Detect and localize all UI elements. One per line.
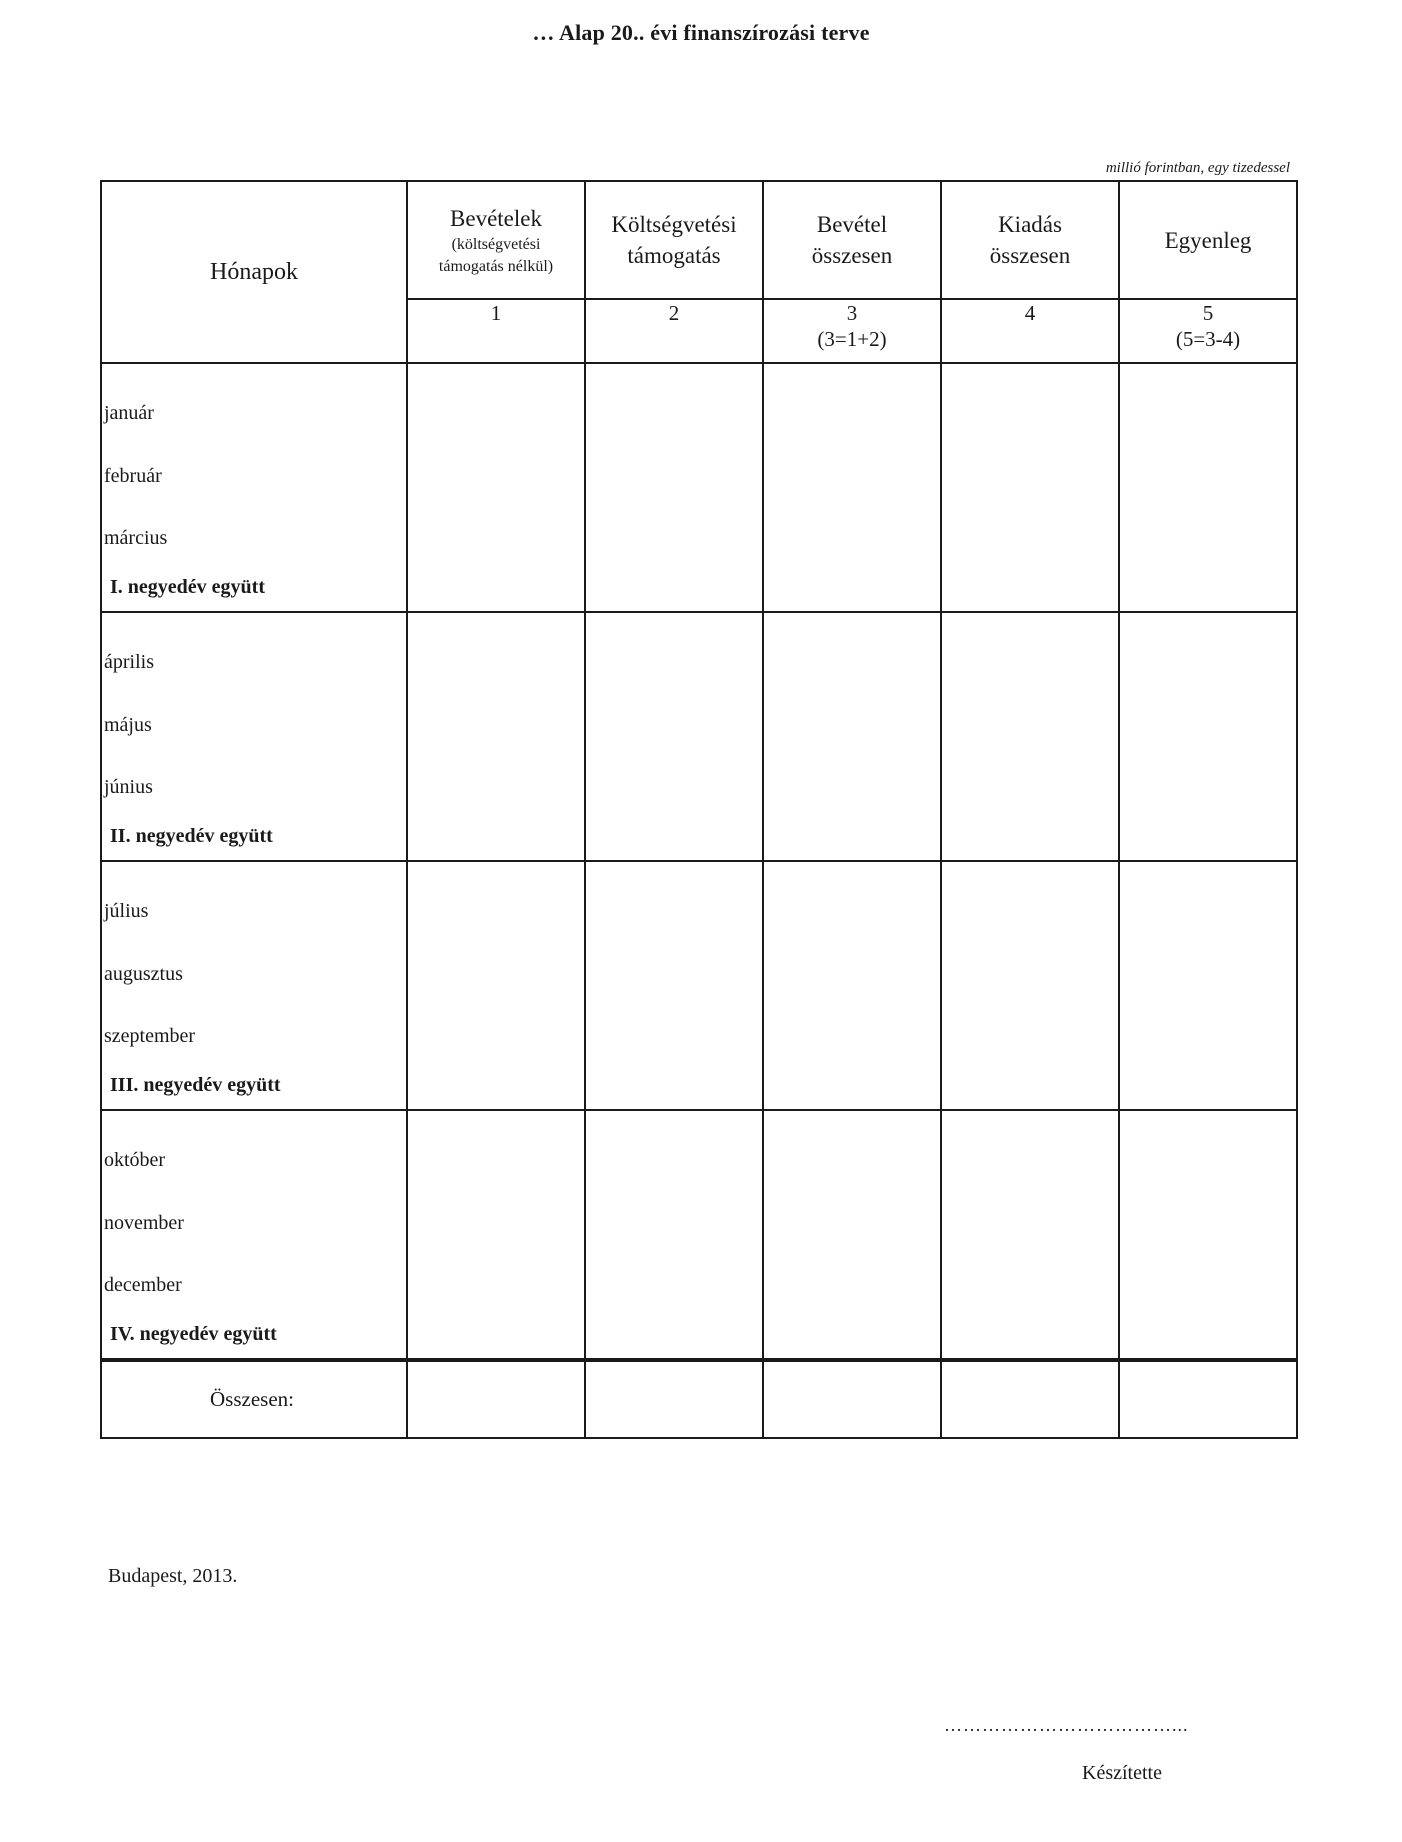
quarter-2-labels <box>101 612 407 861</box>
data-cell[interactable] <box>763 1360 941 1438</box>
grand-total-label: Összesen: <box>101 1360 407 1438</box>
month-label: április <box>104 651 154 673</box>
data-cell[interactable] <box>407 1360 585 1438</box>
column-number: 3 <box>846 301 858 325</box>
month-label: augusztus <box>104 962 183 985</box>
unit-note: millió forintban, egy tizedessel <box>1105 160 1290 176</box>
month-label: július <box>104 900 149 922</box>
month-label: január <box>104 402 154 424</box>
quarter-2-block <box>101 612 1297 861</box>
quarter-total-label: III. negyedév együtt <box>110 1073 281 1096</box>
column-title: Bevételek <box>450 205 542 231</box>
data-cell[interactable] <box>1119 1110 1297 1360</box>
data-cell[interactable] <box>407 861 585 1110</box>
column-number-1 <box>407 299 585 363</box>
table-header-row <box>101 181 1297 299</box>
data-cell[interactable] <box>407 363 585 612</box>
quarter-total-label: IV. negyedév együtt <box>110 1322 277 1345</box>
data-cell[interactable] <box>407 612 585 861</box>
document-title: … Alap 20.. évi finanszírozási terve <box>532 20 870 45</box>
column-number-5 <box>1119 299 1297 363</box>
column-title: Költségvetési támogatás <box>611 212 737 268</box>
column-number: 1 <box>490 301 502 325</box>
month-label: május <box>104 713 152 736</box>
quarter-1-labels <box>101 363 407 612</box>
column-formula: (5=3-4) <box>1175 327 1241 351</box>
month-label: június <box>104 776 153 798</box>
month-label: március <box>104 527 168 549</box>
data-cell[interactable] <box>941 1110 1119 1360</box>
data-cell[interactable] <box>941 363 1119 612</box>
quarter-total-label: I. negyedév együtt <box>110 575 265 598</box>
data-cell[interactable] <box>941 612 1119 861</box>
column-header-3 <box>763 181 941 299</box>
data-cell[interactable] <box>941 1360 1119 1438</box>
column-title: Kiadás összesen <box>989 212 1071 268</box>
data-cell[interactable] <box>585 861 763 1110</box>
data-cell[interactable] <box>763 861 941 1110</box>
column-header-4 <box>941 181 1119 299</box>
data-cell[interactable] <box>585 1110 763 1360</box>
grand-total-row <box>101 1360 1297 1438</box>
column-subtitle: (költségvetési támogatás nélkül) <box>438 235 554 275</box>
data-cell[interactable] <box>585 363 763 612</box>
column-number: 4 <box>1024 301 1036 325</box>
column-header-5 <box>1119 181 1297 299</box>
column-number-4 <box>941 299 1119 363</box>
quarter-3-block <box>101 861 1297 1110</box>
data-cell[interactable] <box>763 1110 941 1360</box>
data-cell[interactable] <box>941 861 1119 1110</box>
row-header-months: Hónapok <box>101 181 407 363</box>
data-cell[interactable] <box>585 1360 763 1438</box>
column-number-2 <box>585 299 763 363</box>
quarter-3-labels <box>101 861 407 1110</box>
column-header-1 <box>407 181 585 299</box>
data-cell[interactable] <box>1119 1360 1297 1438</box>
place-date: Budapest, 2013. <box>108 1565 238 1587</box>
column-title: Bevétel összesen <box>811 212 893 268</box>
data-cell[interactable] <box>763 612 941 861</box>
data-cell[interactable] <box>407 1110 585 1360</box>
column-number: 5 <box>1202 301 1214 325</box>
month-label: szeptember <box>104 1025 196 1047</box>
data-cell[interactable] <box>585 612 763 861</box>
month-label: november <box>104 1211 184 1234</box>
data-cell[interactable] <box>763 363 941 612</box>
column-number-3 <box>763 299 941 363</box>
column-formula: (3=1+2) <box>817 327 887 351</box>
data-cell[interactable] <box>1119 861 1297 1110</box>
quarter-4-labels <box>101 1110 407 1360</box>
quarter-total-label: II. negyedév együtt <box>110 824 273 847</box>
month-label: december <box>104 1274 182 1296</box>
financing-plan-table <box>100 180 1298 1439</box>
data-cell[interactable] <box>1119 363 1297 612</box>
data-cell[interactable] <box>1119 612 1297 861</box>
signature-label: Készítette <box>1082 1762 1162 1784</box>
quarter-4-block <box>101 1110 1297 1360</box>
signature-line: ………………………………... <box>944 1715 1189 1735</box>
column-title: Egyenleg <box>1164 227 1252 253</box>
column-number: 2 <box>668 301 680 325</box>
column-header-2 <box>585 181 763 299</box>
quarter-1-block <box>101 363 1297 612</box>
month-label: október <box>104 1149 166 1171</box>
month-label: február <box>104 464 162 487</box>
